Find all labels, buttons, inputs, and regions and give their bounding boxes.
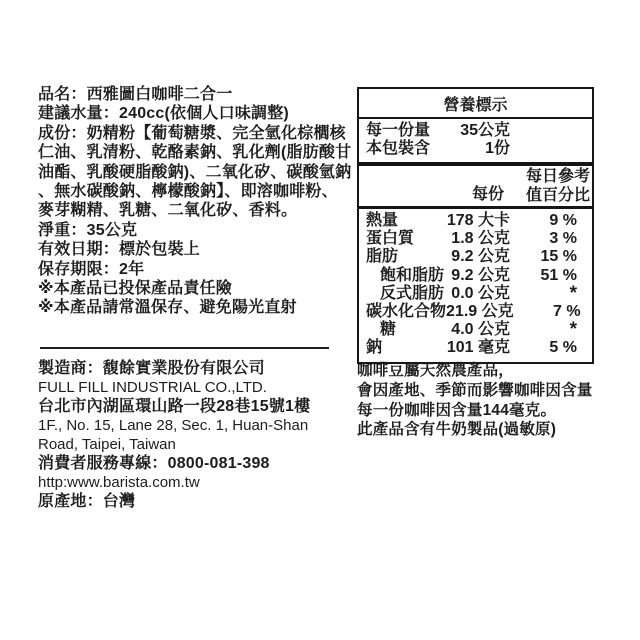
nutrient-daily-value: 51 % — [540, 266, 577, 284]
column-header-daily-line1: 每日參考 — [525, 168, 590, 185]
nutrient-amount: 101 毫克 — [446, 339, 510, 357]
column-header-per-serving: 每份 — [471, 186, 504, 203]
manufacturer-block — [38, 359, 353, 511]
servings-per-package-row — [359, 140, 592, 158]
nutrition-row-sugar — [359, 321, 592, 339]
ingredients-line: 成份：奶精粉【葡萄糖漿、完全氫化棕櫚核 — [38, 124, 346, 142]
manufacturer-address-en-line: 1F., No. 15, Lane 28, Sec. 1, Huan-Shan — [38, 417, 309, 434]
ingredients-line: 仁油、乳清粉、乾酪素鈉、乳化劑(脂肪酸甘 — [38, 144, 352, 162]
column-header-daily-value — [526, 167, 590, 205]
column-header-section — [359, 166, 592, 209]
manufacturer-name-en-line: FULL FILL INDUSTRIAL CO.,LTD. — [38, 379, 267, 396]
nutrient-daily-value: * — [569, 282, 577, 304]
ingredients-line: 油酯、乳酸硬脂酸鈉)、二氧化矽、碳酸氫鈉 — [38, 163, 352, 181]
net-weight-line: 淨重：35公克 — [38, 221, 138, 239]
nutrient-rows — [359, 209, 592, 362]
nutrient-amount: 4.0 公克 — [451, 321, 510, 339]
nutrient-daily-value: 3 % — [549, 230, 577, 248]
serving-section — [359, 119, 592, 166]
servings-per-package-label: 本包裝含 — [366, 140, 431, 157]
nutrient-amount: 9.2 公克 — [451, 248, 510, 266]
note-line: 此產品含有牛奶製品(過敏原) — [357, 421, 557, 439]
shelf-life-line: 保存期限：2年 — [38, 260, 145, 278]
nutrition-row-calories — [359, 212, 592, 230]
manufacturer-address-line: 台北市內湖區環山路一段28巷15號1樓 — [38, 398, 311, 415]
nutrient-label: 脂肪 — [366, 248, 399, 266]
nutrient-label: 熱量 — [366, 212, 399, 229]
caffeine-notes-block — [357, 361, 617, 440]
nutrient-amount: 21.9 公克 — [446, 303, 514, 321]
nutrition-row-carbohydrate — [359, 303, 592, 321]
ingredients-line: 、無水碳酸鈉、檸檬酸鈉】、即溶咖啡粉、 — [38, 183, 338, 201]
origin-line: 原產地：台灣 — [38, 493, 136, 510]
serving-size-label: 每一份量 — [366, 122, 431, 139]
service-hotline-line: 消費者服務專線：0800-081-398 — [38, 455, 270, 472]
nutrient-amount: 9.2 公克 — [451, 266, 510, 284]
nutrient-amount: 1.8 公克 — [451, 230, 510, 248]
nutrient-label: 飽和脂肪 — [380, 266, 445, 284]
nutrition-row-sodium — [359, 339, 592, 357]
product-name-line: 品名：西雅圖白咖啡二合一 — [38, 86, 233, 103]
nutrient-amount: 0.0 公克 — [451, 284, 510, 302]
nutrient-label: 碳水化合物 — [366, 303, 447, 321]
column-header-daily-line2: 值百分比 — [525, 187, 590, 204]
insurance-note-line: ※本產品已投保產品責任險 — [38, 280, 232, 298]
nutrition-title: 營養標示 — [359, 89, 592, 119]
serving-size-value: 35公克 — [460, 122, 510, 139]
nutrient-label: 蛋白質 — [366, 230, 415, 248]
nutrition-table — [357, 87, 594, 364]
divider-line — [40, 347, 329, 349]
nutrition-row-protein — [359, 230, 592, 248]
storage-note-line: ※本產品請常溫保存、避免陽光直射 — [38, 299, 297, 317]
nutrient-label: 糖 — [380, 321, 397, 339]
manufacturer-name-line: 製造商：馥餘實業股份有限公司 — [38, 360, 265, 377]
nutrient-daily-value: * — [569, 319, 577, 341]
nutrition-row-trans-fat — [359, 282, 592, 304]
nutrition-row-saturated-fat — [359, 267, 592, 285]
nutrient-amount: 178 大卡 — [446, 212, 510, 229]
nutrient-daily-value: 5 % — [549, 339, 577, 357]
servings-per-package-value: 1份 — [485, 140, 510, 157]
note-line: 每一份咖啡因含量144毫克。 — [357, 401, 557, 419]
nutrient-label: 反式脂肪 — [380, 284, 445, 302]
nutrient-label: 鈉 — [366, 339, 383, 357]
product-info-block — [38, 85, 353, 318]
expiry-date-line: 有效日期：標於包裝上 — [38, 241, 201, 259]
manufacturer-address-en-line: Road, Taipei, Taiwan — [38, 436, 176, 453]
suggested-water-line: 建議水量：240cc(依個人口味調整) — [38, 105, 289, 123]
nutrient-daily-value: 15 % — [540, 248, 577, 266]
ingredients-line: 麥芽糊精、乳糖、二氧化矽、香料。 — [38, 202, 298, 220]
serving-size-row — [359, 122, 592, 140]
note-line: 會因產地、季節而影響咖啡因含量 — [357, 381, 593, 399]
note-line: 咖啡豆屬天然農產品， — [357, 362, 515, 379]
website-line: http:www.barista.com.tw — [38, 474, 200, 491]
nutrition-row-fat — [359, 248, 592, 266]
nutrient-daily-value: 9 % — [549, 212, 577, 229]
nutrient-daily-value: 7 % — [553, 303, 581, 321]
